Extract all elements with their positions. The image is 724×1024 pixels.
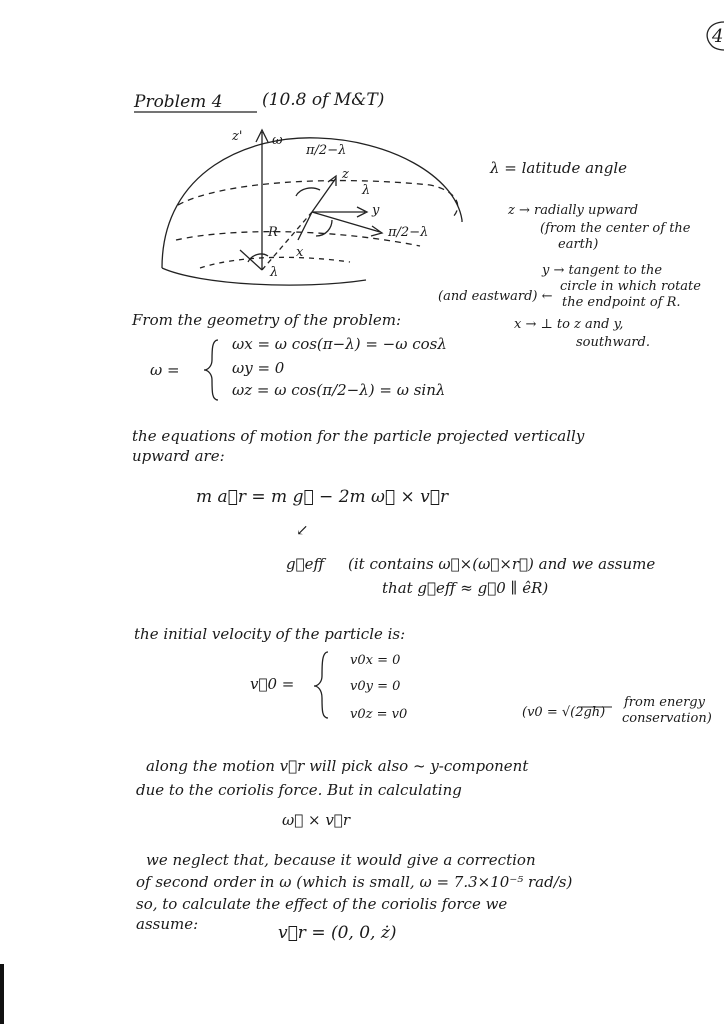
page-edge-mark (0, 964, 4, 1024)
z-definition-1: z → radially upward (508, 203, 639, 218)
v0y: v0y = 0 (350, 679, 401, 694)
g-eff-note-2: that g⃗eff ≈ g⃗0 ∥ êR) (382, 579, 549, 597)
neglect-line-2: of second order in ω (which is small, ω = 7.3×10⁻⁵ rad/s) (136, 873, 573, 891)
local-z-axis (312, 178, 336, 212)
omega-y: ωy = 0 (232, 359, 285, 377)
energy-note-2: conservation) (622, 711, 712, 726)
neglect-line-1: we neglect that, because it would give a correction (146, 851, 536, 869)
g-eff: g⃗eff (286, 555, 325, 573)
v0-vector: v⃗0 = (250, 675, 295, 693)
page-subtitle: (10.8 of M&T) (262, 90, 385, 110)
page-title: Problem 4 (134, 92, 223, 112)
motion-line-2: due to the coriolis force. But in calculating (136, 781, 462, 799)
label-z: z (342, 167, 349, 182)
neglect-line-4: assume: (136, 915, 199, 933)
omega-z: ωz = ω cos(π/2−λ) = ω sinλ (232, 381, 446, 399)
neglect-line-3: so, to calculate the effect of the coriolis force we (136, 895, 508, 913)
z-definition-2: (from the center of the (540, 221, 691, 236)
motion-line-1: along the motion v⃗r will pick also ~ y-component (146, 757, 529, 775)
y-definition-3: the endpoint of R. (562, 295, 681, 310)
label-pi2-right: π/2−λ (388, 225, 429, 240)
v0-brace (314, 652, 328, 718)
label-x: x (296, 245, 304, 260)
lambda-definition: λ = latitude angle (490, 159, 627, 177)
y-definition-1: y → tangent to the (542, 263, 663, 278)
v0z: v0z = v0 (350, 707, 408, 722)
y-definition-2: circle in which rotate (560, 279, 701, 294)
label-lambda-right: λ (362, 183, 371, 198)
eq-intro-line-1: the equations of motion for the particle projected vertically (132, 427, 585, 445)
label-omega: ω (272, 133, 283, 148)
page-number: 4 (712, 26, 724, 47)
initial-velocity-intro: the initial velocity of the particle is: (134, 625, 406, 643)
g-eff-note-1: (it contains ω⃗×(ω⃗×r⃗) and we assume (348, 555, 656, 573)
geometry-intro: From the geometry of the problem: (132, 311, 402, 329)
energy-note-1: from energy (624, 695, 705, 710)
vr-assumption: v⃗r = (0, 0, ż) (278, 923, 397, 943)
angle-arc-top (296, 188, 320, 196)
omega-vector: ω = (150, 361, 180, 379)
v0-note: (v0 = √(2gh) (522, 705, 606, 720)
and-eastward: (and eastward) ← (438, 289, 553, 304)
label-y: y (372, 203, 380, 218)
eq-intro-line-2: upward are: (132, 447, 225, 465)
omega-brace (204, 340, 218, 400)
omega-x: ωx = ω cos(π−λ) = −ω cosλ (232, 335, 447, 353)
z-definition-3: earth) (558, 237, 599, 252)
motion-line-3: ω⃗ × v⃗r (282, 811, 350, 829)
label-pi2-top: π/2−λ (306, 143, 347, 158)
v0x: v0x = 0 (350, 653, 401, 668)
dome-bottom-curve (162, 265, 366, 285)
label-z-prime: z' (232, 129, 243, 144)
label-R: R (268, 225, 278, 240)
equation-of-motion: m a⃗r = m g⃗ − 2m ω⃗ × v⃗r (196, 487, 449, 507)
arrow-down: ↙ (296, 521, 309, 539)
pi2-line (312, 212, 380, 232)
x-definition-1: x → ⊥ to z and y, (514, 317, 624, 332)
label-lambda-bottom: λ (270, 265, 279, 280)
radius-R (262, 212, 312, 270)
x-definition-2: southward. (576, 335, 651, 350)
